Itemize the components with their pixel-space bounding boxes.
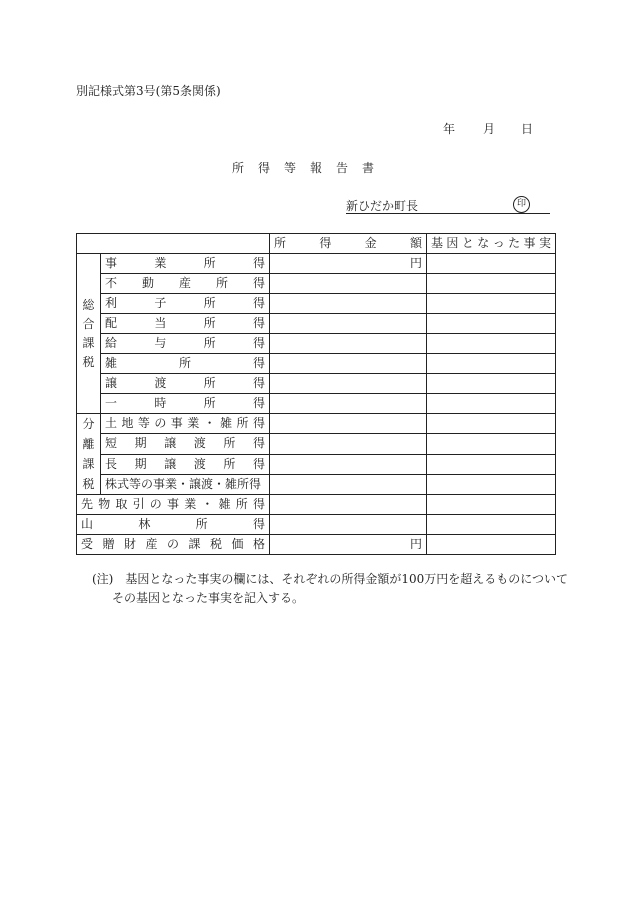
table-row	[77, 314, 556, 334]
row-label: 事 業 所 得	[101, 254, 270, 274]
reason-cell[interactable]	[427, 434, 556, 454]
row-label: 譲 渡 所 得	[101, 374, 270, 394]
table-row	[77, 274, 556, 294]
bunri-group-label: 分 離 課 税	[77, 414, 101, 495]
table-row	[77, 495, 556, 515]
table-row	[77, 394, 556, 414]
amount-cell[interactable]	[270, 374, 427, 394]
amount-cell[interactable]	[270, 414, 427, 434]
table-row	[77, 535, 556, 555]
row-label: 長 期 譲 渡 所 得	[101, 454, 270, 474]
table-header-row	[77, 234, 556, 254]
reason-cell[interactable]	[427, 394, 556, 414]
row-label: 不 動 産 所 得	[101, 274, 270, 294]
reason-cell[interactable]	[427, 314, 556, 334]
amount-cell[interactable]	[270, 334, 427, 354]
table-row	[77, 334, 556, 354]
amount-cell[interactable]	[270, 314, 427, 334]
table-row	[77, 515, 556, 535]
reason-cell[interactable]	[427, 274, 556, 294]
reason-cell[interactable]	[427, 294, 556, 314]
recipient-name: 新ひだか町長	[346, 199, 419, 213]
row-label: 雑 所 得	[101, 354, 270, 374]
table-row	[77, 374, 556, 394]
row-label: 配 当 所 得	[101, 314, 270, 334]
amount-cell[interactable]: 円	[270, 535, 427, 555]
amount-cell[interactable]	[270, 495, 427, 515]
row-label: 給 与 所 得	[101, 334, 270, 354]
recipient-line	[346, 199, 550, 214]
sogo-group-label: 総 合 課 税	[77, 254, 101, 414]
note-line-2: その基因となった事実を記入する。	[112, 591, 305, 605]
row-label: 株式等の事業・譲渡・雑所得	[101, 474, 270, 494]
seal-mark: 印	[513, 196, 530, 213]
header-blank-cell	[77, 234, 270, 254]
reason-cell[interactable]	[427, 374, 556, 394]
table-row	[77, 294, 556, 314]
reason-cell[interactable]	[427, 535, 556, 555]
reason-cell[interactable]	[427, 474, 556, 494]
reason-cell[interactable]	[427, 414, 556, 434]
date-day-label: 日	[521, 122, 534, 136]
note-line-1: (注) 基因となった事実の欄には、それぞれの所得金額が100万円を超えるものについて	[92, 572, 569, 586]
amount-cell[interactable]	[270, 474, 427, 494]
reason-cell[interactable]	[427, 334, 556, 354]
table-row	[77, 454, 556, 474]
reason-header: 基因となった事実	[427, 234, 556, 254]
table-row	[77, 354, 556, 374]
date-line	[443, 122, 533, 136]
row-label: 先物取引の事業・雑所得	[77, 495, 270, 515]
row-label: 利 子 所 得	[101, 294, 270, 314]
table-row	[77, 434, 556, 454]
amount-cell[interactable]	[270, 515, 427, 535]
document-title: 所得等報告書	[232, 161, 389, 175]
table-row	[77, 474, 556, 494]
row-label: 山 林 所 得	[77, 515, 270, 535]
row-label: 受贈財産の課税価格	[77, 535, 270, 555]
table-row	[77, 254, 556, 274]
amount-cell[interactable]	[270, 294, 427, 314]
income-report-table	[76, 233, 556, 555]
amount-header: 所 得 金 額	[270, 234, 427, 254]
date-month-label: 月	[483, 122, 496, 136]
reason-cell[interactable]	[427, 495, 556, 515]
amount-cell[interactable]	[270, 394, 427, 414]
row-label: 短 期 譲 渡 所 得	[101, 434, 270, 454]
table-row	[77, 414, 556, 434]
date-year-label: 年	[443, 122, 456, 136]
reason-cell[interactable]	[427, 254, 556, 274]
row-label: 土地等の事業・雑所得	[101, 414, 270, 434]
amount-cell[interactable]	[270, 274, 427, 294]
row-label: 一 時 所 得	[101, 394, 270, 414]
amount-cell[interactable]	[270, 354, 427, 374]
amount-cell[interactable]	[270, 434, 427, 454]
amount-cell[interactable]: 円	[270, 254, 427, 274]
amount-cell[interactable]	[270, 454, 427, 474]
reason-cell[interactable]	[427, 515, 556, 535]
reason-cell[interactable]	[427, 454, 556, 474]
form-number-label: 別記様式第3号(第5条関係)	[76, 84, 221, 98]
reason-cell[interactable]	[427, 354, 556, 374]
